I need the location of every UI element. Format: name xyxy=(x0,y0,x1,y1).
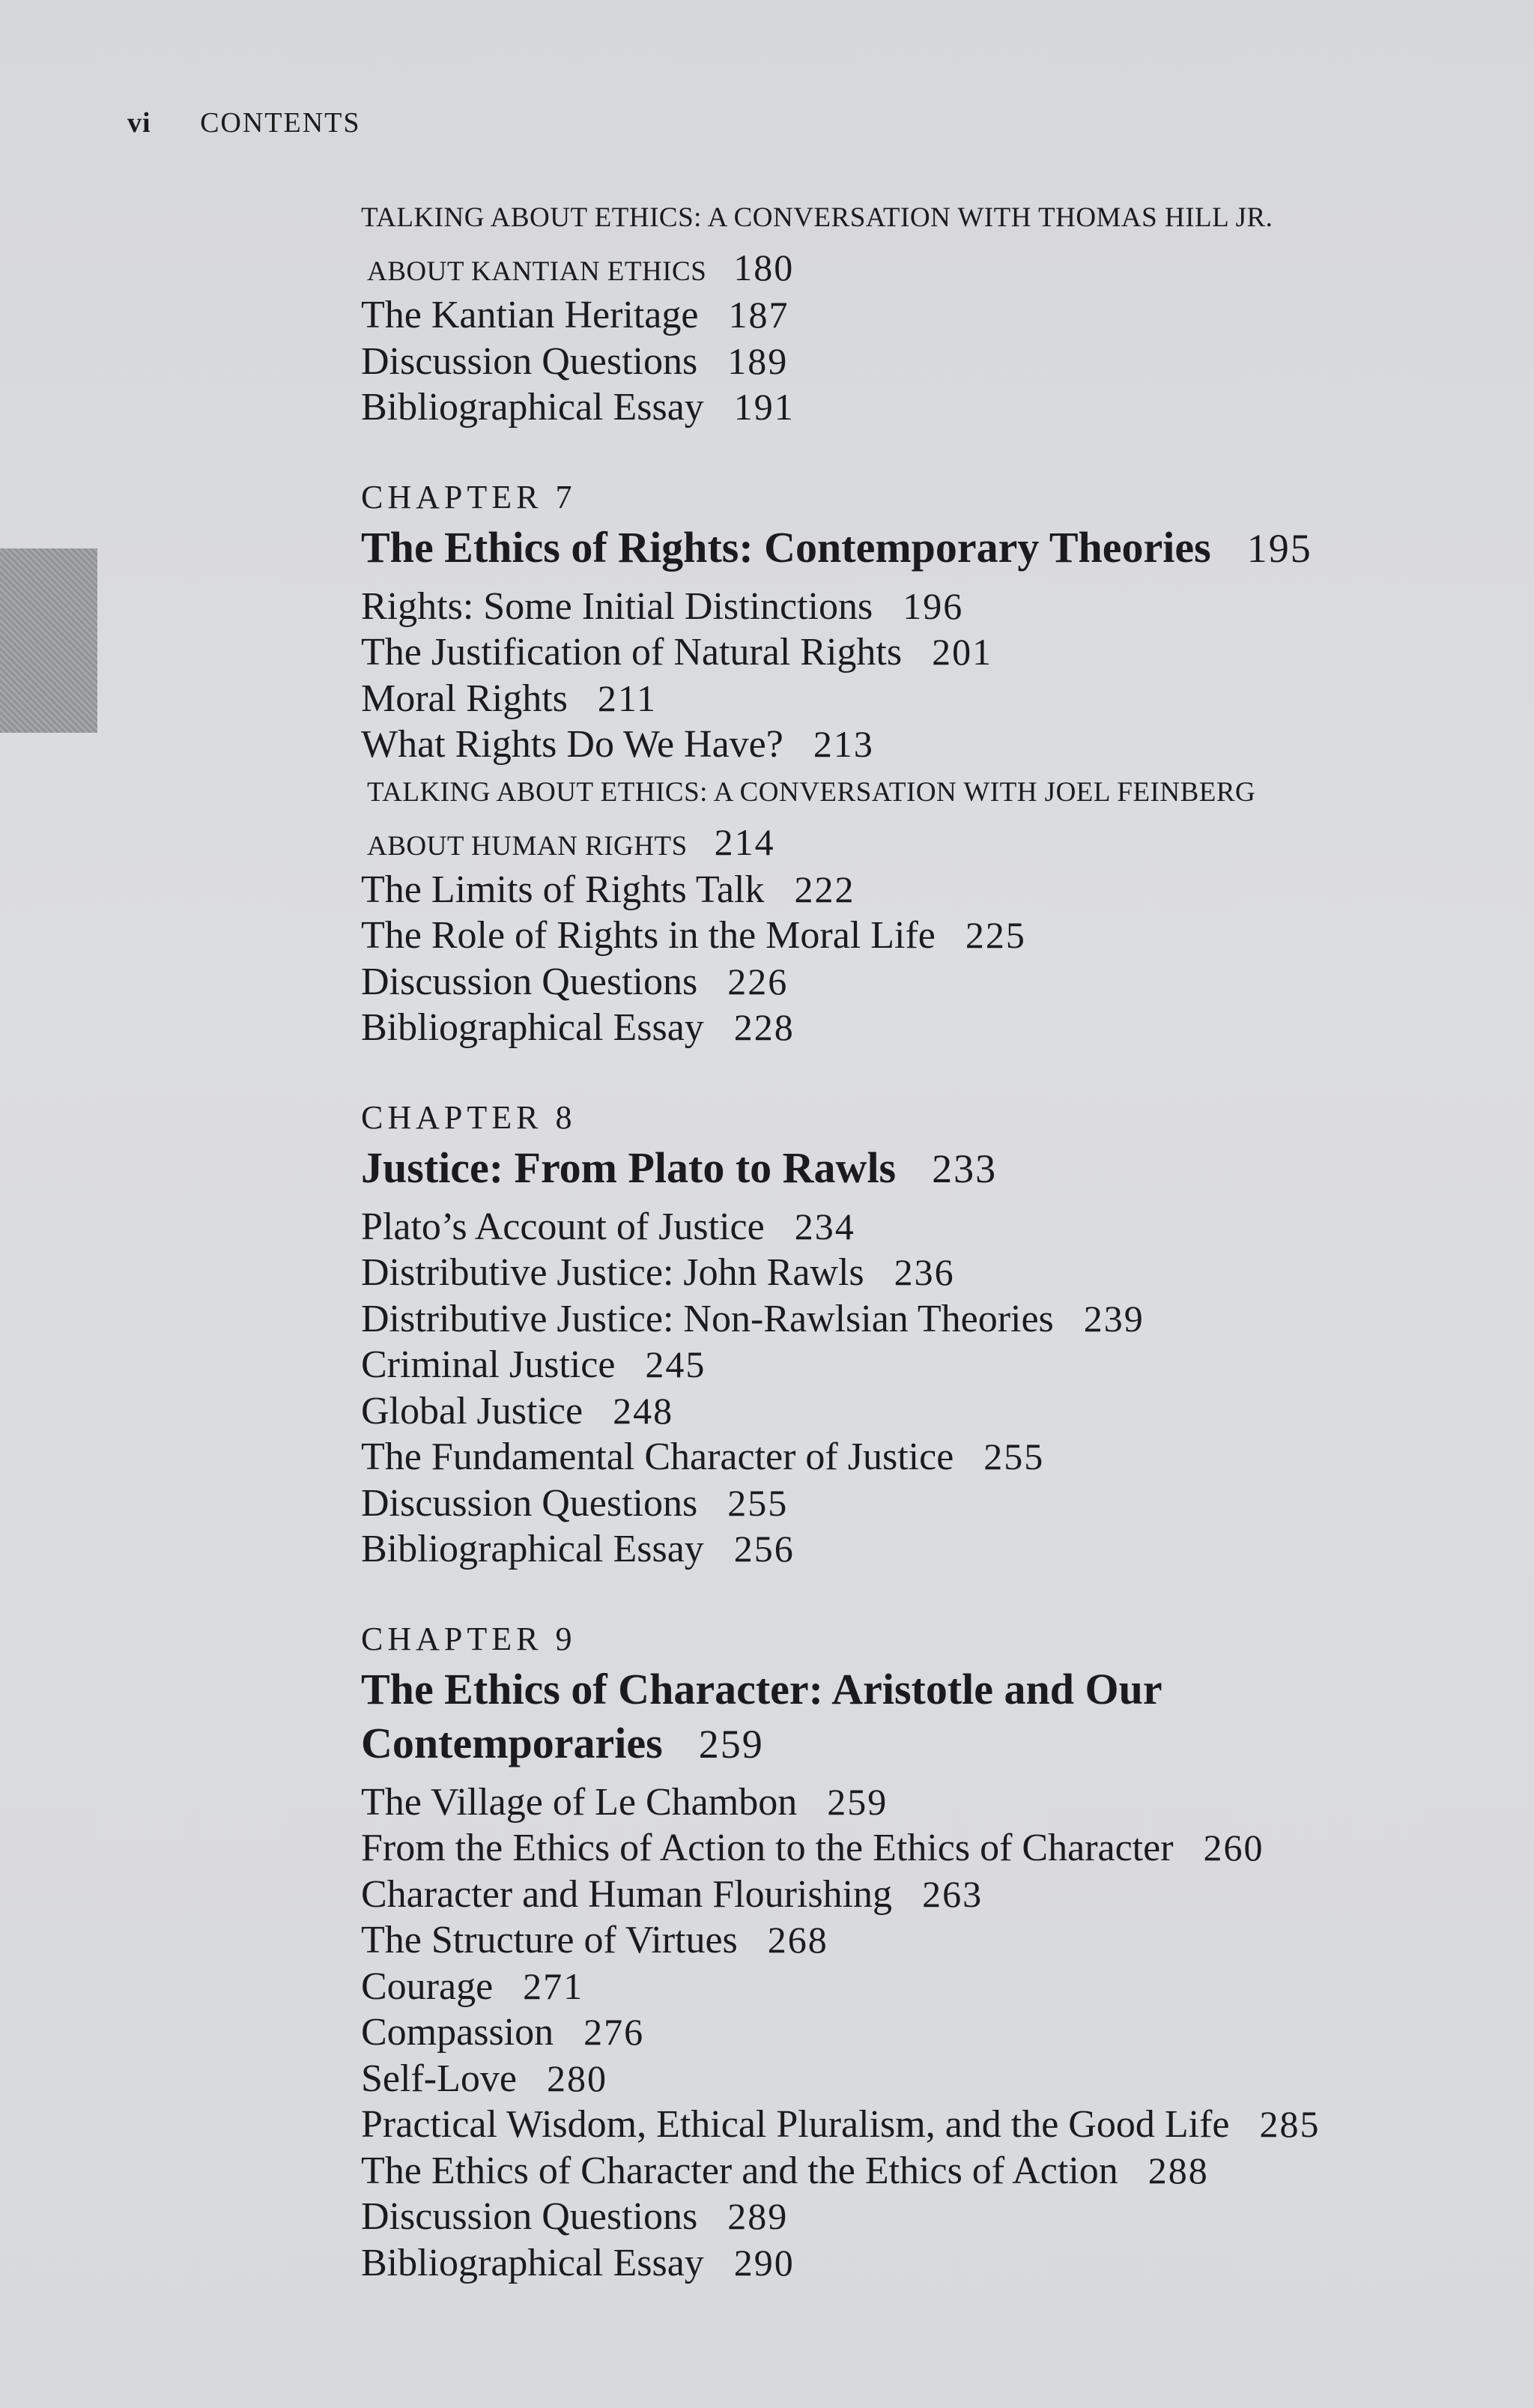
toc-entry[interactable]: The Village of Le Chambon 259 xyxy=(361,1780,888,1824)
page-number: 180 xyxy=(733,246,795,288)
chapter-9-title-line1[interactable]: The Ethics of Character: Aristotle and Our xyxy=(361,1664,1162,1713)
toc-entry[interactable]: The Ethics of Character and the Ethics of Action 288 xyxy=(361,2149,1209,2192)
chapter-9-label: CHAPTER 9 xyxy=(361,1620,577,1657)
page-number: 233 xyxy=(932,1146,998,1191)
toc-entry[interactable]: What Rights Do We Have? 213 xyxy=(361,723,874,766)
page-number: 196 xyxy=(903,584,964,627)
toc-entry[interactable]: The Structure of Virtues 268 xyxy=(361,1919,828,1961)
toc-entry[interactable]: Discussion Questions 255 xyxy=(361,1481,789,1525)
page-number: 255 xyxy=(727,1481,789,1524)
page-number: 213 xyxy=(813,723,874,765)
page-number: 259 xyxy=(827,1780,888,1823)
toc-entry[interactable]: Bibliographical Essay 191 xyxy=(361,386,795,429)
page-number: 211 xyxy=(597,677,658,719)
page-number: 214 xyxy=(714,820,775,863)
page-number: 290 xyxy=(733,2241,795,2284)
chapter-7-title[interactable]: The Ethics of Rights: Contemporary Theories 195 xyxy=(361,522,1312,572)
toc-entry[interactable]: Moral Rights 211 xyxy=(361,677,658,720)
toc-entry[interactable]: Discussion Questions 226 xyxy=(361,960,789,1003)
table-of-contents xyxy=(361,193,1500,2286)
page-number: 288 xyxy=(1148,2149,1209,2191)
toc-entry[interactable]: From the Ethics of Action to the Ethics of Character 260 xyxy=(361,1827,1264,1869)
page-number: 259 xyxy=(698,1721,764,1767)
talking-about-ethics-feinberg-line1: TALKING ABOUT ETHICS: A CONVERSATION WITH JOEL FEINBERG xyxy=(367,776,1256,808)
page-number: 271 xyxy=(523,1964,584,2007)
toc-entry[interactable]: Practical Wisdom, Ethical Pluralism, and the Good Life 285 xyxy=(361,2103,1321,2146)
page-number: 285 xyxy=(1259,2103,1321,2145)
toc-entry[interactable]: Bibliographical Essay 228 xyxy=(361,1006,795,1049)
page-folio: vi xyxy=(127,107,151,139)
chapter-9-title-line2[interactable]: Contemporaries 259 xyxy=(361,1718,764,1767)
toc-entry[interactable]: Character and Human Flourishing 263 xyxy=(361,1872,983,1916)
toc-entry[interactable]: Discussion Questions 189 xyxy=(361,339,789,383)
page-number: 289 xyxy=(727,2195,789,2237)
running-head-title: CONTENTS xyxy=(200,107,361,139)
toc-entry[interactable]: Compassion 276 xyxy=(361,2011,645,2054)
toc-entry[interactable]: Bibliographical Essay 256 xyxy=(361,1528,795,1570)
toc-entry[interactable]: Discussion Questions 289 xyxy=(361,2195,789,2238)
page-number: 268 xyxy=(767,1919,828,1961)
page-edge-thumb-tab xyxy=(0,548,97,733)
page-number: 226 xyxy=(727,960,789,1002)
talking-about-ethics-hill-line1: TALKING ABOUT ETHICS: A CONVERSATION WITH THOMAS HILL JR. xyxy=(361,202,1273,233)
page-number: 255 xyxy=(983,1436,1045,1477)
toc-entry[interactable]: Bibliographical Essay 290 xyxy=(361,2241,795,2284)
page-number: 195 xyxy=(1246,525,1312,571)
toc-entry[interactable]: Plato’s Account of Justice 234 xyxy=(361,1205,855,1248)
page-number: 263 xyxy=(922,1872,983,1915)
toc-entry[interactable]: The Role of Rights in the Moral Life 225 xyxy=(361,914,1026,957)
running-head xyxy=(127,106,361,139)
chapter-8-label: CHAPTER 8 xyxy=(361,1098,577,1136)
page-number: 276 xyxy=(583,2011,645,2053)
page-number: 236 xyxy=(894,1251,955,1293)
page-number: 228 xyxy=(733,1006,795,1048)
toc-entry[interactable]: Distributive Justice: John Rawls 236 xyxy=(361,1251,955,1294)
chapter-8-title[interactable]: Justice: From Plato to Rawls 233 xyxy=(361,1143,998,1192)
toc-entry[interactable]: Rights: Some Initial Distinctions 196 xyxy=(361,584,964,628)
page-number: 189 xyxy=(727,339,789,382)
toc-entry[interactable]: Self-Love 280 xyxy=(361,2057,607,2100)
page-number: 280 xyxy=(546,2057,607,2099)
toc-entry[interactable]: The Justification of Natural Rights 201 xyxy=(361,631,993,674)
toc-entry[interactable]: Distributive Justice: Non-Rawlsian Theories 239 xyxy=(361,1297,1145,1340)
toc-entry[interactable]: Global Justice 248 xyxy=(361,1389,674,1433)
page-number: 256 xyxy=(733,1528,795,1570)
page-number: 248 xyxy=(613,1389,674,1432)
talking-about-ethics-feinberg-line2: ABOUT HUMAN RIGHTS 214 xyxy=(367,820,775,863)
toc-entry[interactable]: The Limits of Rights Talk 222 xyxy=(361,868,855,911)
toc-entry[interactable]: The Kantian Heritage 187 xyxy=(361,294,789,336)
toc-entry[interactable]: Courage 271 xyxy=(361,1964,584,2008)
page-number: 191 xyxy=(733,386,795,428)
toc-entry[interactable]: The Fundamental Character of Justice 255 xyxy=(361,1436,1045,1478)
page-number: 260 xyxy=(1203,1827,1264,1869)
page-number: 187 xyxy=(728,294,789,336)
page-number: 201 xyxy=(932,631,993,673)
page-number: 245 xyxy=(645,1343,706,1385)
page-number: 234 xyxy=(794,1205,855,1247)
page-number: 225 xyxy=(965,914,1026,956)
page-number: 239 xyxy=(1083,1297,1145,1340)
chapter-7-label: CHAPTER 7 xyxy=(361,478,577,515)
toc-entry[interactable]: Criminal Justice 245 xyxy=(361,1343,706,1386)
talking-about-ethics-hill-line2: ABOUT KANTIAN ETHICS 180 xyxy=(367,246,795,288)
page-number: 222 xyxy=(794,868,855,910)
